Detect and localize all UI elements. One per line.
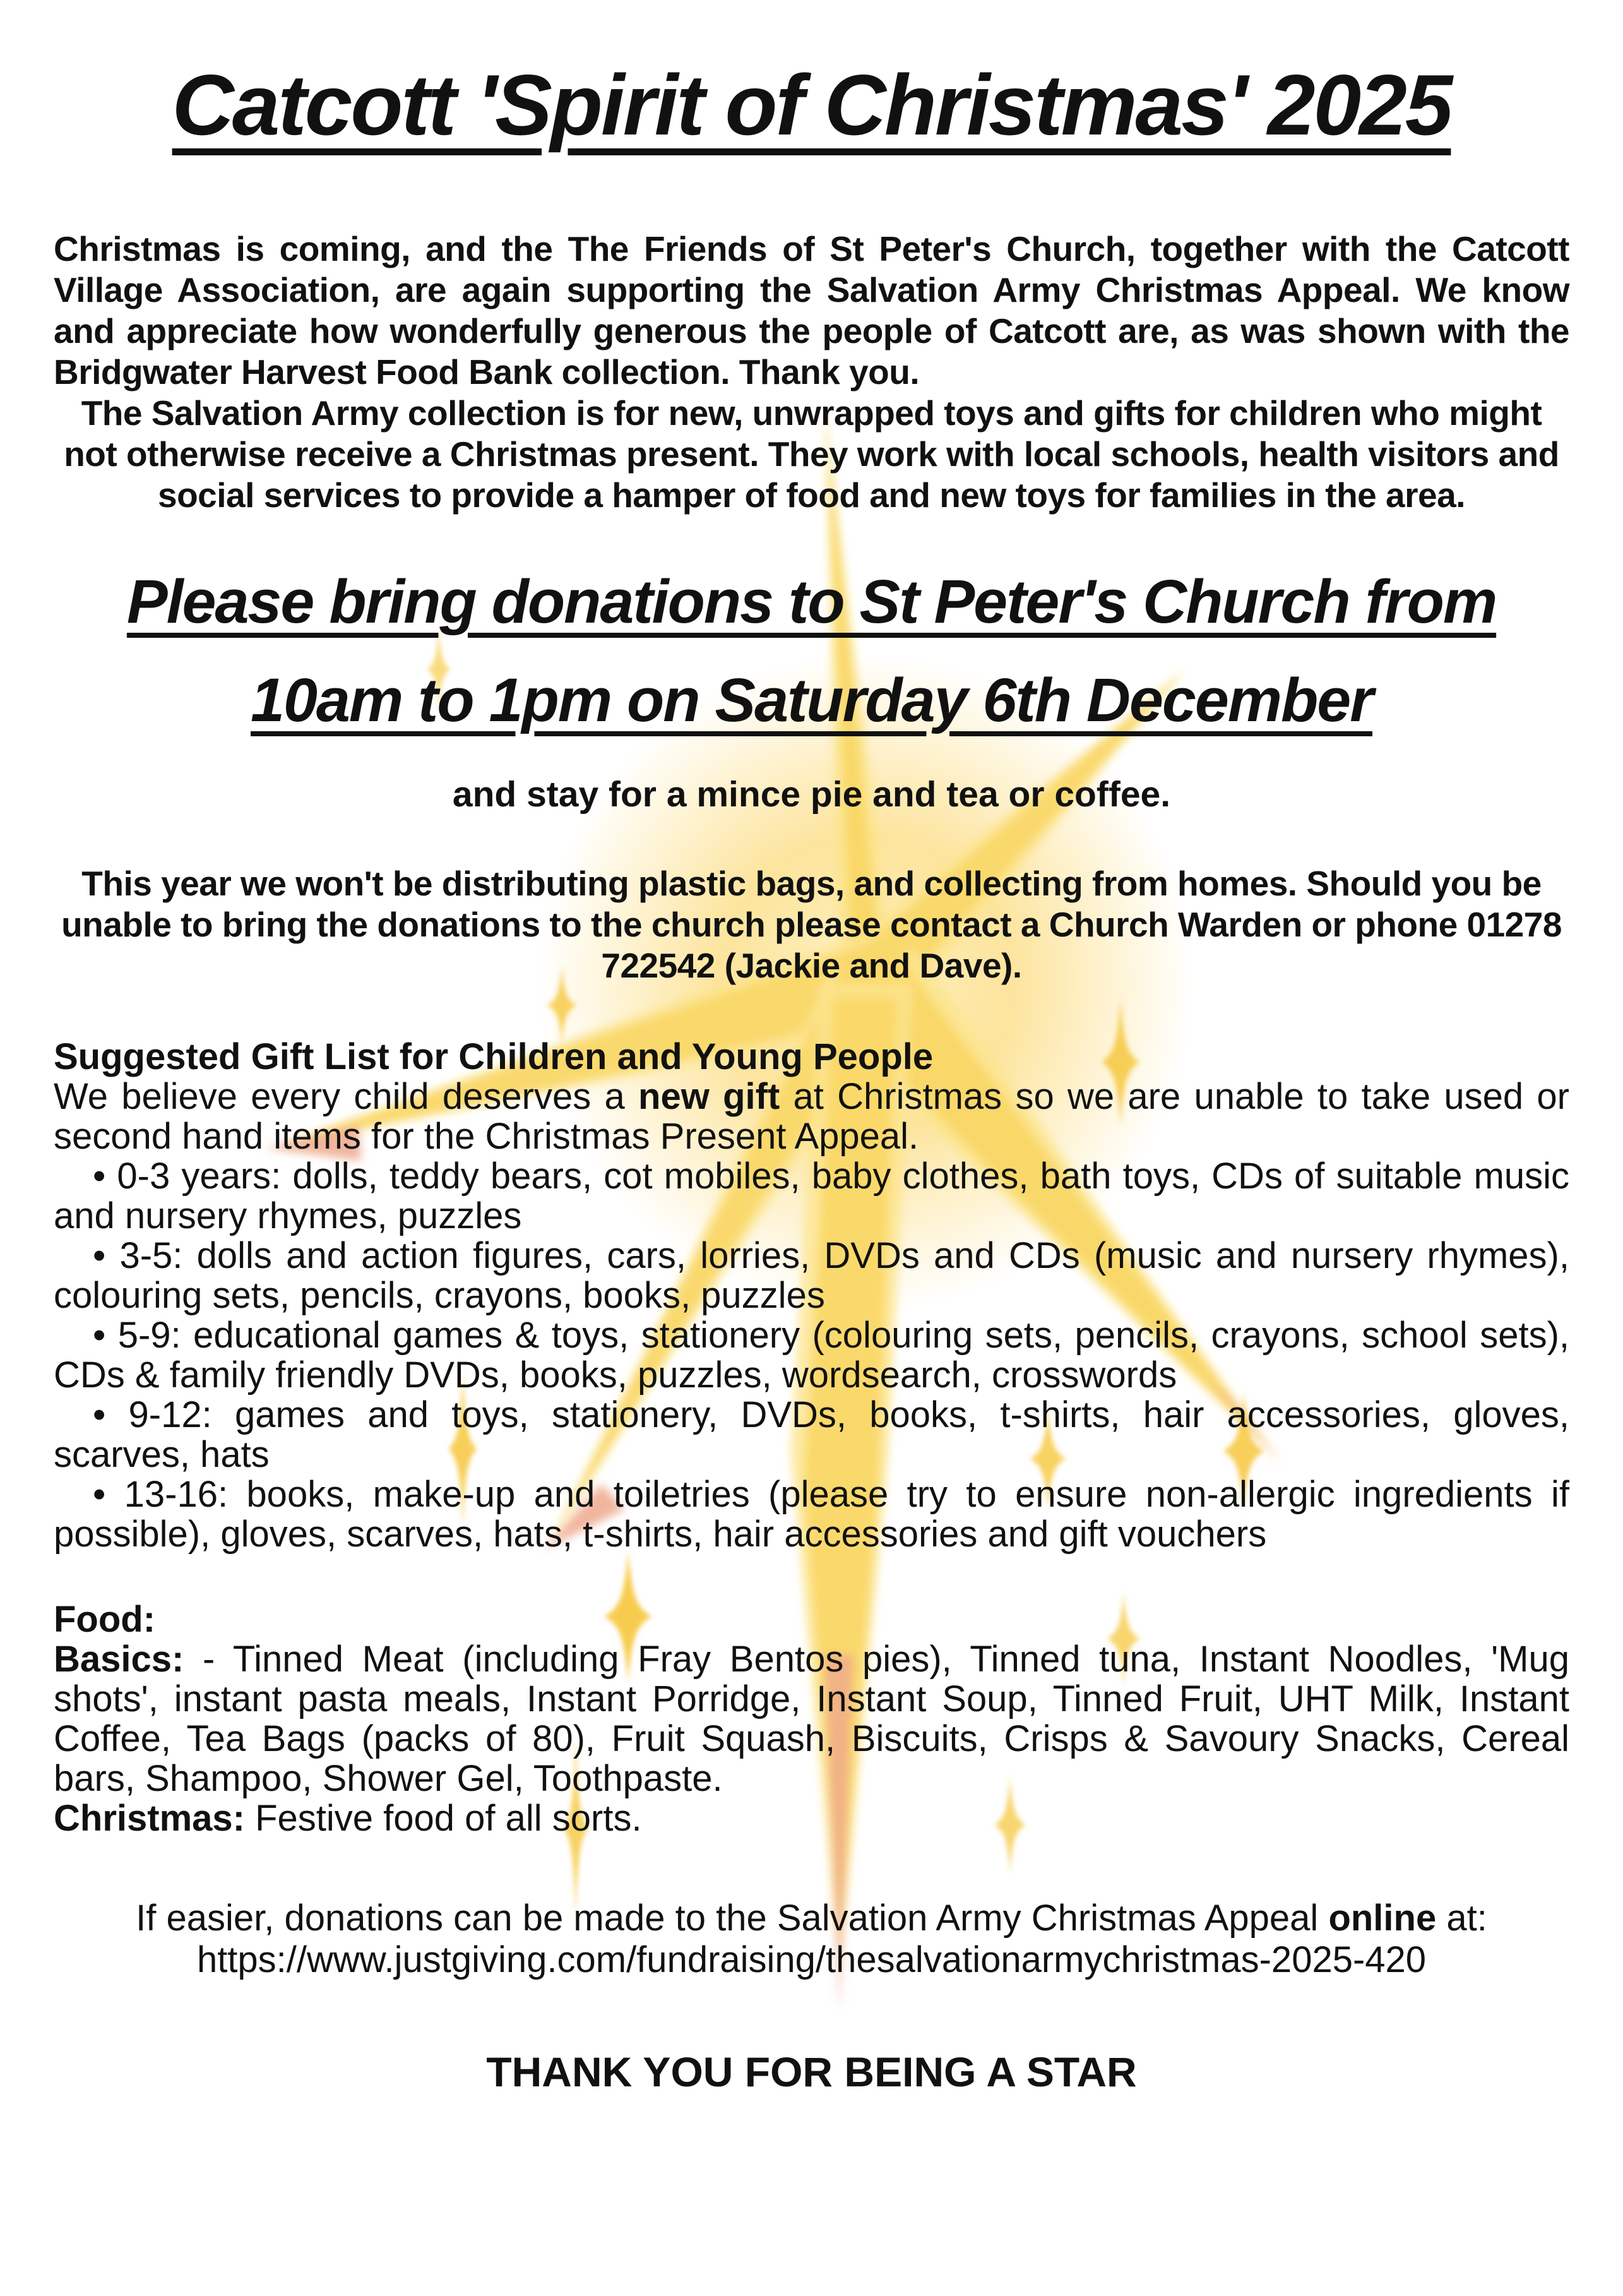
- food-heading: Food:: [54, 1598, 156, 1640]
- gift-intro-post: at Christmas so we are unable to take used or second hand items for the Christmas Present Appeal.: [54, 1075, 1569, 1157]
- donation-url: https://www.justgiving.com/fundraising/thesalvationarmychristmas-2025-420: [196, 1939, 1427, 1980]
- christmas-food-paragraph: [54, 1798, 1569, 1838]
- gift-item-3-5: • 3-5: dolls and action figures, cars, lorries, DVDs and CDs (music and nursery rhymes), colouring sets, pencils, crayons, books, puzzles: [54, 1235, 1569, 1316]
- page-title: Catcott 'Spirit of Christmas' 2025: [172, 57, 1451, 153]
- gift-list-heading: Suggested Gift List for Children and Young People: [54, 1036, 934, 1077]
- basics-text: - Tinned Meat (including Fray Bentos pies), Tinned tuna, Instant Noodles, 'Mug shots', instant pasta meals, Instant Porridge, Instant Soup, Tinned Fruit, UHT Milk, Instant Coffee, Tea Bags (packs of 80), Fruit Squash, Biscuits, Crisps & Savoury Snacks, Cereal bars, Shampoo, Shower Gel, Toothpaste.: [54, 1638, 1569, 1799]
- online-donation-paragraph: [54, 1898, 1569, 1981]
- online-pre: If easier, donations can be made to the Salvation Army Christmas Appeal: [136, 1897, 1329, 1939]
- gift-list-intro: [54, 1077, 1569, 1156]
- gift-item-5-9: • 5-9: educational games & toys, stationery (colouring sets, pencils, crayons, school sets), CDs & family friendly DVDs, books, puzzles, wordsearch, crosswords: [54, 1314, 1569, 1396]
- gift-item-0-3: • 0-3 years: dolls, teddy bears, cot mobiles, baby clothes, bath toys, CDs of suitable music and nursery rhymes, puzzles: [54, 1155, 1569, 1236]
- stay-line: and stay for a mince pie and tea or coffee.: [452, 774, 1171, 815]
- gift-intro-pre: We believe every child deserves a: [54, 1075, 639, 1117]
- closing-line: THANK YOU FOR BEING A STAR: [486, 2048, 1137, 2095]
- donation-heading: Please bring donations to St Peter's Church from 10am to 1pm on Saturday 6th December: [126, 567, 1497, 734]
- online-bold: online: [1328, 1897, 1437, 1939]
- gift-intro-bold: new gift: [638, 1075, 780, 1117]
- intro-paragraph-1: Christmas is coming, and the The Friends of St Peter's Church, together with the Catcott Village Association, are again supporting the Salvation Army Christmas Appeal. We know and appreciate how wonderfully generous the people of Catcott are, as was shown with the Bridgwater Harvest Food Bank collection. Thank you.: [54, 229, 1569, 392]
- gift-item-9-12: • 9-12: games and toys, stationery, DVDs, books, t-shirts, hair accessories, gloves, scarves, hats: [54, 1394, 1569, 1475]
- no-bags-paragraph: This year we won't be distributing plastic bags, and collecting from homes. Should you be unable to bring the donations to the church please contact a Church Warden or phone 01278 722542 (Jackie and Dave).: [61, 863, 1562, 985]
- gift-item-13-16: • 13-16: books, make-up and toiletries (please try to ensure non-allergic ingredients if possible), gloves, scarves, hats, t-shirts, hair accessories and gift vouchers: [54, 1473, 1569, 1555]
- basics-paragraph: [54, 1639, 1569, 1798]
- christmas-text: Festive food of all sorts.: [244, 1797, 642, 1839]
- christmas-label: Christmas:: [54, 1797, 245, 1839]
- basics-label: Basics:: [54, 1638, 184, 1680]
- online-post: at:: [1436, 1897, 1487, 1939]
- intro-paragraph-2: The Salvation Army collection is for new, unwrapped toys and gifts for children who might not otherwise receive a Christmas present. They work with local schools, health visitors and social services to provide a hamper of food and new toys for families in the area.: [64, 393, 1559, 515]
